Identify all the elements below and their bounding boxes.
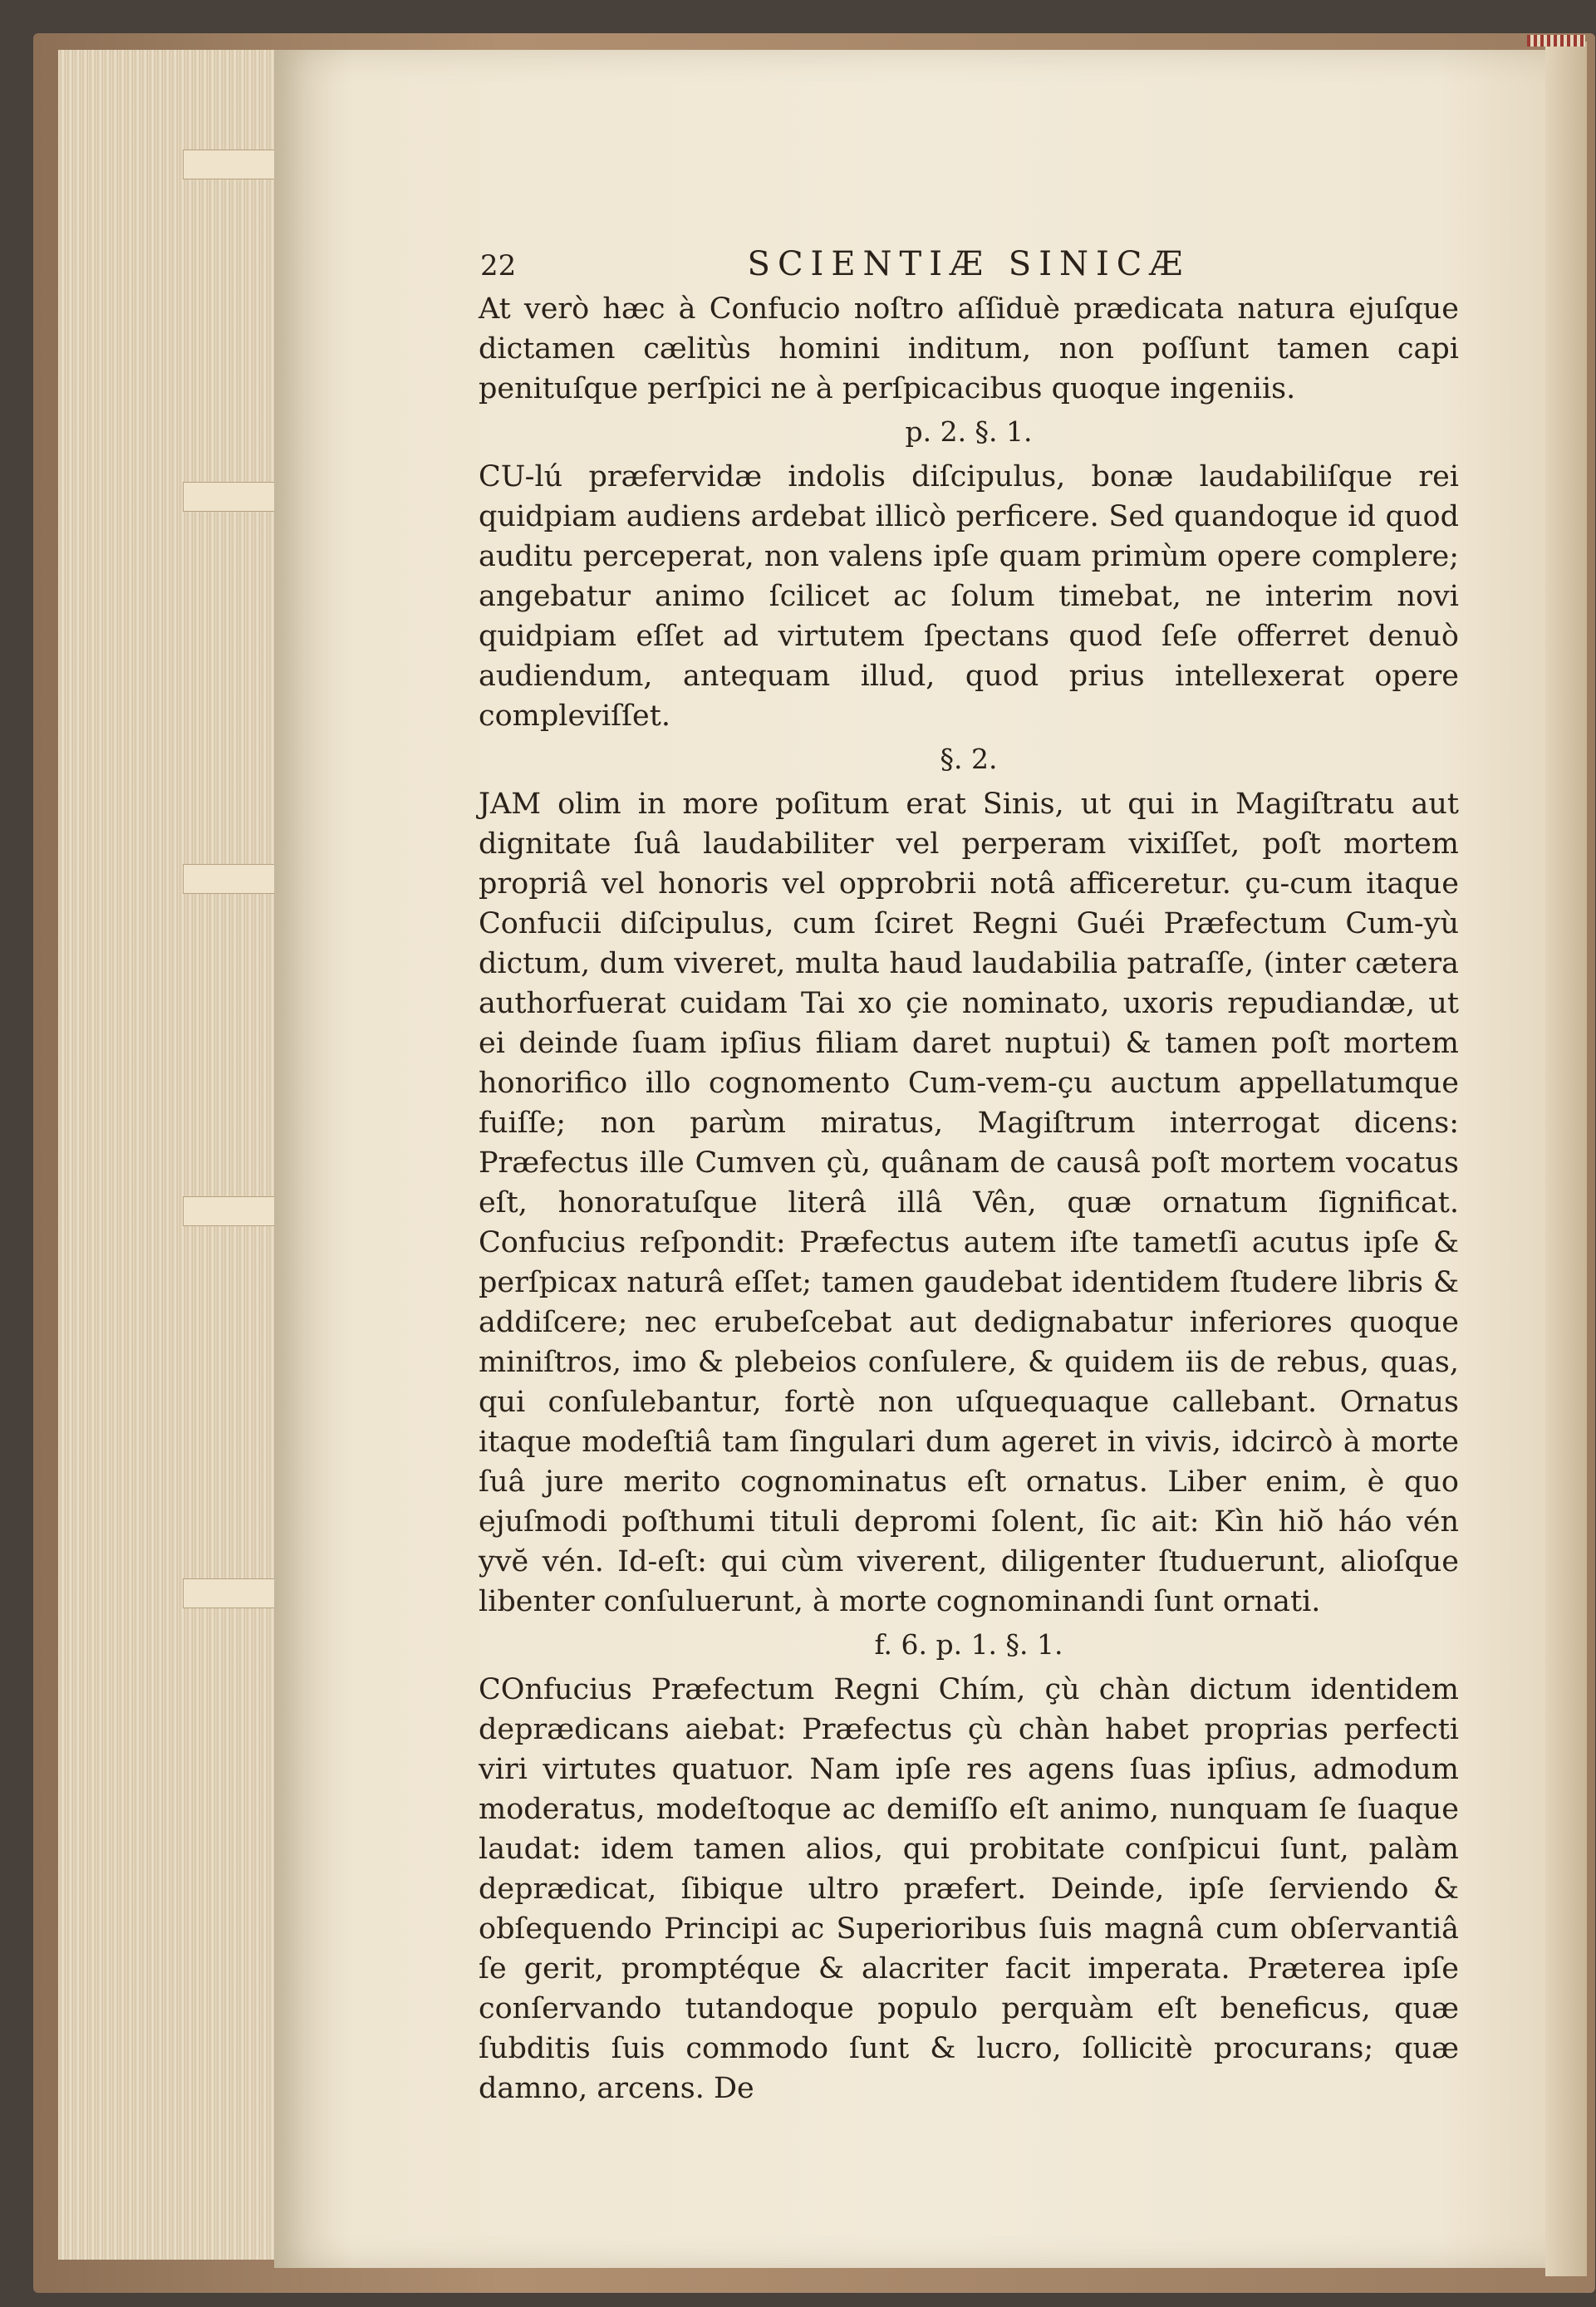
paragraph-posthumous-titles: JAM olim in more poſitum erat Sinis, ut qui in Magiſtratu aut dignitate ſuâ laudabiliter vel perperam vixiſſet, poſt mortem propriâ vel honoris vel opprobrii notâ afficeretur. çu-cum itaque Confucii diſcipulus, cum ſciret Regni Guéi Præfectum Cum-yù dictum, dum viveret, multa haud laudabilia patraſſe, (inter cætera authorfuerat cuidam Tai xo çie nominato, uxoris repudiandæ, ut ei deinde ſuam ipſius filiam daret nuptui) & tamen poſt mortem honorifico illo cognomento Cum-vem-çu auctum appellatumque fuiſſe; non parùm miratus, Magiſtrum interrogat dicens: Præfectus ille Cumven çù, quânam de causâ poſt mortem vocatus eſt, honoratuſque literâ illâ Vên, quæ ornatum ſignificat. Confucius reſpondit: Præfectus autem iſte tametſi acutus ipſe & perſpicax naturâ eſſet; tamen gaudebat identidem ſtudere libris & addiſcere; nec erubeſcebat aut dedignabatur inferiores quoque miniſtros, imo & plebeios conſulere, & quidem iis de rebus, quas, qui conſulebantur, fortè non uſquequaque callebant. Ornatus itaque modeſtiâ tam ſingulari dum ageret in vivis, idcircò à morte ſuâ jure merito cognominatus eſt ornatus. Liber enim, è quo ejuſmodi poſthumi tituli depromi ſolent, ſic ait: Kìn hiŏ háo vén yvĕ vén. Id-eſt: qui cùm viverent, diligenter ſtuduerunt, alioſque libenter conſuluerunt, à morte cognominandi ſunt ornati. bbox=[479, 788, 1459, 1618]
page-header bbox=[479, 243, 1459, 286]
paragraph-zichan: COnfucius Præfectum Regni Chím, çù chàn dictum identidem deprædicans aiebat: Præfectus çù chàn habet proprias perfecti viri virtutes quatuor. Nam ipſe res agens ſuas ipſius, admodum moderatus, modeſtoque ac demiſſo eſt animo, nunquam ſe ſuaque laudat: idem tamen alios, qui probitate conſpicui ſunt, palàm deprædicat, ſibique ultro præfert. Deinde, ipſe ſerviendo & obſequendo Principi ac Superioribus ſuis magnâ cum obſervantiâ ſe gerit, promptéque & alacriter facit imperata. Præterea ipſe conſervando tutandoque populo perquàm eſt beneficus, quæ ſubditis ſuis commodo ſunt & lucro, ſollicitè procurans; quæ damno, arcens. De bbox=[479, 1673, 1459, 2105]
page-number: 22 bbox=[480, 249, 517, 282]
paragraph-intro: At verò hæc à Confucio noſtro aſſiduè prædicata natura ejuſque dictamen cælitùs homini inditum, non poſſunt tamen capi penituſque perſpici ne à perſpicacibus quoque ingeniis. bbox=[479, 292, 1459, 405]
next-page-edge bbox=[1545, 42, 1587, 2276]
paragraph-culu: CU-lú præfervidæ indolis diſcipulus, bonæ laudabiliſque rei quidpiam audiens ardebat illicò perficere. Sed quandoque id quod auditu perceperat, non valens ipſe quam primùm opere complere; angebatur animo ſcilicet ac ſolum timebat, ne interim novi quidpiam eſſet ad virtutem ſpectans quod ſeſe offerret denuò audiendum, antequam illud, quod prius intellexerat opere compleviſſet. bbox=[479, 460, 1459, 733]
page-edges bbox=[58, 50, 284, 2260]
section-reference: f. 6. p. 1. §. 1. bbox=[874, 1628, 1063, 1661]
bookmark-ribbon bbox=[1527, 35, 1585, 47]
page-text bbox=[479, 243, 1459, 2108]
running-title: SCIENTIÆ SINICÆ bbox=[747, 245, 1191, 283]
section-reference: p. 2. §. 1. bbox=[905, 415, 1033, 448]
section-reference: §. 2. bbox=[940, 743, 998, 775]
